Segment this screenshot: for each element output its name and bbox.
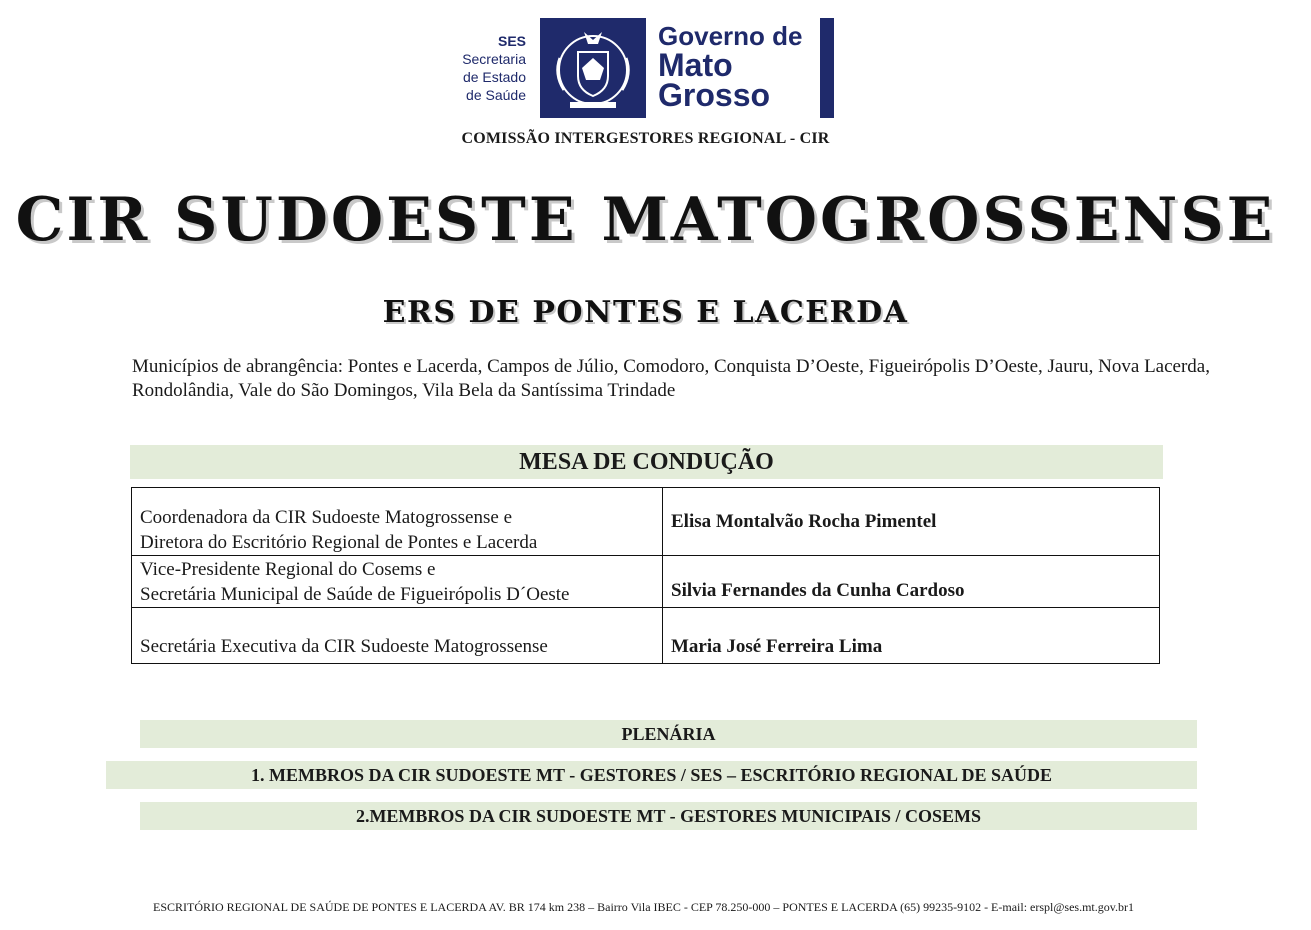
plenaria-heading: PLENÁRIA [140, 720, 1197, 748]
ses-line: SES [497, 33, 526, 49]
header [0, 0, 1311, 125]
mesa-table [131, 487, 1160, 664]
municipios-text: Municípios de abrangência: Pontes e Lacerda, Campos de Júlio, Comodoro, Conquista D’Oeste, Figueirópolis D’Oeste, Jauru, Nova Lacerda, Rondolândia, Vale do São Domingos, Vila Bela da Santíssima Trindade [132, 356, 1210, 401]
role-line: Vice-Presidente Regional do Cosems e [140, 559, 436, 580]
page-subtitle: ERS DE PONTES E LACERDA [382, 295, 909, 330]
gov-line3: Grosso [658, 77, 771, 113]
ses-line: de Estado [462, 69, 526, 85]
mesa-heading: MESA DE CONDUÇÃO [130, 445, 1163, 479]
table-row [132, 488, 1160, 556]
name-cell: Silvia Fernandes da Cunha Cardoso [663, 556, 1160, 608]
logo-divider-bar [820, 18, 834, 118]
role-cell [132, 488, 663, 556]
role-cell [132, 556, 663, 608]
role-line: Secretária Municipal de Saúde de Figueirópolis D´Oeste [140, 584, 570, 605]
plenaria-item-2: 2.MEMBROS DA CIR SUDOESTE MT - GESTORES MUNICIPAIS / COSEMS [140, 802, 1197, 830]
ses-line: Secretaria [462, 51, 526, 67]
ses-logo-text [440, 32, 526, 104]
name-cell: Maria José Ferreira Lima [663, 608, 1160, 664]
footer-address: ESCRITÓRIO REGIONAL DE SAÚDE DE PONTES E LACERDA AV. BR 174 km 238 – Bairro Vila IBEC - CEP 78.250-000 – PONTES E LACERDA (65) 99235-9102 - E-mail: erspl@ses.mt.gov.br1 [153, 900, 1134, 914]
table-row [132, 556, 1160, 608]
gov-line1: Governo de [658, 21, 803, 51]
governo-logo-text [658, 21, 803, 113]
page-title: CIR SUDOESTE MATOGROSSENSE [15, 185, 1276, 255]
cir-label: COMISSÃO INTERGESTORES REGIONAL - CIR [461, 130, 830, 147]
plenaria-item-1: 1. MEMBROS DA CIR SUDOESTE MT - GESTORES / SES – ESCRITÓRIO REGIONAL DE SAÚDE [106, 761, 1197, 789]
ses-line: de Saúde [466, 87, 526, 103]
role-line: Diretora do Escritório Regional de Pontes e Lacerda [140, 532, 538, 553]
role-cell [132, 608, 663, 664]
gov-line2: Mato [658, 47, 733, 83]
name-cell: Elisa Montalvão Rocha Pimentel [663, 488, 1160, 556]
table-row [132, 608, 1160, 664]
coat-of-arms-icon [540, 18, 646, 118]
role-line: Secretária Executiva da CIR Sudoeste Matogrossense [140, 636, 548, 657]
role-line: Coordenadora da CIR Sudoeste Matogrossense e [140, 507, 513, 528]
